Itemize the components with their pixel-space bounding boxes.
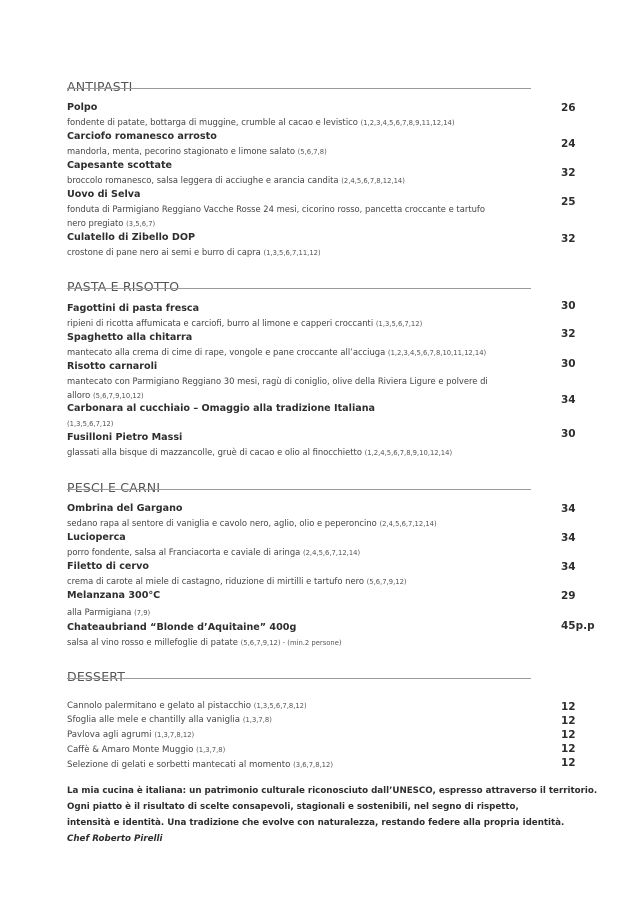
dish-name: Lucioperca: [67, 532, 126, 543]
allergens: (1,3,5,6,7,12): [67, 420, 114, 428]
dish-name: Chateaubriand “Blonde d’Aquitaine” 400g: [67, 622, 297, 633]
dish-price: 25: [561, 196, 576, 208]
dish-name: Uovo di Selva: [67, 189, 141, 200]
dish-description: fonduta di Parmigiano Reggiano Vacche Rosse 24 mesi, cicorino rosso, pancetta croccante e tartufo nero pregiato (3,5,6,7): [67, 204, 485, 228]
section-title: ANTIPASTI: [67, 79, 133, 94]
allergens: (7,9): [134, 609, 151, 617]
section-divider: [67, 489, 531, 490]
dish-price: 34: [561, 561, 576, 573]
dish-price: 32: [561, 167, 576, 179]
allergens: (5,6,7,9,12): [366, 578, 407, 586]
dish-price: 34: [561, 394, 576, 406]
dish-name: Fusilloni Pietro Massi: [67, 432, 183, 443]
dessert-price: 12: [561, 729, 576, 741]
dish-name: Melanzana 300°C: [67, 590, 161, 601]
dish-name: Carbonara al cucchiaio – Omaggio alla tradizione Italiana: [67, 403, 376, 414]
dish-price: 34: [561, 532, 576, 544]
dish-price: 29: [561, 590, 576, 602]
allergens: (1,3,7,8): [196, 746, 226, 754]
dish-name: Culatello di Zibello DOP: [67, 232, 196, 243]
dessert-price: 12: [561, 715, 576, 727]
dish-price: 32: [561, 233, 576, 245]
allergens: (2,4,5,6,7,12,14): [379, 520, 437, 528]
allergens: (1,3,5,6,7,12): [375, 320, 423, 328]
dish-name: Polpo: [67, 102, 98, 113]
dish-price: 34: [561, 503, 576, 515]
dish-allergens-only: [67, 416, 497, 431]
allergens: (1,2,3,4,5,6,7,8,9,11,12,14): [360, 119, 455, 127]
dish-price: 45p.p: [561, 620, 595, 632]
dish-description: porro fondente, salsa al Franciacorta e caviale di aringa (2,4,5,6,7,12,14): [67, 547, 361, 557]
dessert-price: 12: [561, 743, 576, 755]
dish-description: glassati alla bisque di mazzancolle, gruè di cacao e olio al finocchietto (1,2,4,5,6,7,8,9,10,12,14): [67, 447, 453, 457]
philosophy-line: La mia cucina è italiana: un patrimonio culturale riconosciuto dall’UNESCO, espresso attraverso il territorio.: [67, 786, 598, 796]
chef-signature: Chef Roberto Pirelli: [67, 834, 163, 844]
allergens: (2,4,5,6,7,12,14): [302, 549, 361, 557]
dish-description: mantecato con Parmigiano Reggiano 30 mesi, ragù di coniglio, olive della Riviera Ligure e polvere di alloro (5,6,7,9,10,12): [67, 376, 488, 400]
dish-description: crostone di pane nero ai semi e burro di capra (1,3,5,6,7,11,12): [67, 247, 321, 257]
dish-name: Carciofo romanesco arrosto: [67, 131, 217, 142]
dish-name: Capesante scottate: [67, 160, 173, 171]
dish-description: broccolo romanesco, salsa leggera di acciughe e arancia candita (2,4,5,6,7,8,12,14): [67, 175, 405, 185]
section-divider: [67, 88, 531, 89]
allergens: (1,2,4,5,6,7,8,9,10,12,14): [364, 449, 453, 457]
allergens: (1,3,7,8): [242, 716, 272, 724]
dish-description: salsa al vino rosso e millefoglie di patate (5,6,7,9,12) - (min.2 persone): [67, 637, 342, 647]
allergens: (3,6,7,8,12): [293, 761, 333, 769]
dish-description: crema di carote al miele di castagno, riduzione di mirtilli e tartufo nero (5,6,7,9,12): [67, 576, 407, 586]
dish-price: 26: [561, 102, 576, 114]
philosophy-line: Ogni piatto è il risultato di scelte consapevoli, stagionali e sostenibili, nel segno di rispetto,: [67, 802, 519, 812]
dish-name: Filetto di cervo: [67, 561, 150, 572]
dish-price: 30: [561, 358, 576, 370]
allergens: (5,6,7,9,12) - (min.2 persone): [240, 639, 342, 647]
section-divider: [67, 678, 531, 679]
dish-price: 30: [561, 428, 576, 440]
section-title: PESCI E CARNI: [67, 480, 161, 495]
dessert-item: Pavlova agli agrumi (1,3,7,8,12): [67, 730, 195, 740]
dish-description: mantecato alla crema di cime di rape, vongole e pane croccante all’acciuga (1,2,3,4,5,6,7,8,10,11,12,14): [67, 347, 487, 357]
allergens: (1,3,7,8,12): [154, 731, 195, 739]
allergens: (1,3,5,6,7,11,12): [263, 249, 321, 257]
allergens: (1,3,5,6,7,8,12): [253, 702, 307, 710]
dish-price: 32: [561, 328, 576, 340]
dish-price: 30: [561, 300, 576, 312]
dish-description: alla Parmigiana (7,9): [67, 607, 151, 617]
allergens: (5,6,7,8): [297, 148, 327, 156]
dessert-item: Caffè & Amaro Monte Muggio (1,3,7,8): [67, 745, 226, 755]
section-divider: [67, 288, 531, 289]
dessert-item: Sfoglia alle mele e chantilly alla vaniglia (1,3,7,8): [67, 715, 272, 725]
section-title: PASTA E RISOTTO: [67, 279, 180, 294]
dish-description: ripieni di ricotta affumicata e carciofi, burro al limone e capperi croccanti (1,3,5,6,7,12): [67, 318, 423, 328]
dessert-price: 12: [561, 757, 576, 769]
dish-description: fondente di patate, bottarga di muggine, crumble al cacao e levistico (1,2,3,4,5,6,7,8,9,11,12,14): [67, 117, 455, 127]
dessert-item: Selezione di gelati e sorbetti mantecati al momento (3,6,7,8,12): [67, 760, 333, 770]
allergens: (5,6,7,9,10,12): [92, 392, 144, 400]
dish-price: 24: [561, 138, 576, 150]
allergens: (1,2,3,4,5,6,7,8,10,11,12,14): [387, 349, 487, 357]
section-title: DESSERT: [67, 669, 126, 684]
philosophy-line: intensità e identità. Una tradizione che evolve con naturalezza, restando federe alla propria identità.: [67, 818, 565, 828]
allergens: (3,5,6,7): [126, 220, 156, 228]
dish-name: Ombrina del Gargano: [67, 503, 183, 514]
dish-description: sedano rapa al sentore di vaniglia e cavolo nero, aglio, olio e peperoncino (2,4,5,6,7,12,14): [67, 518, 437, 528]
dessert-item: Cannolo palermitano e gelato al pistacchio (1,3,5,6,7,8,12): [67, 701, 307, 711]
dish-name: Fagottini di pasta fresca: [67, 303, 200, 314]
allergens: (2,4,5,6,7,8,12,14): [341, 177, 405, 185]
dish-name: Spaghetto alla chitarra: [67, 332, 193, 343]
dessert-price: 12: [561, 701, 576, 713]
dish-description: mandorla, menta, pecorino stagionato e limone salato (5,6,7,8): [67, 146, 327, 156]
dish-name: Risotto carnaroli: [67, 361, 158, 372]
